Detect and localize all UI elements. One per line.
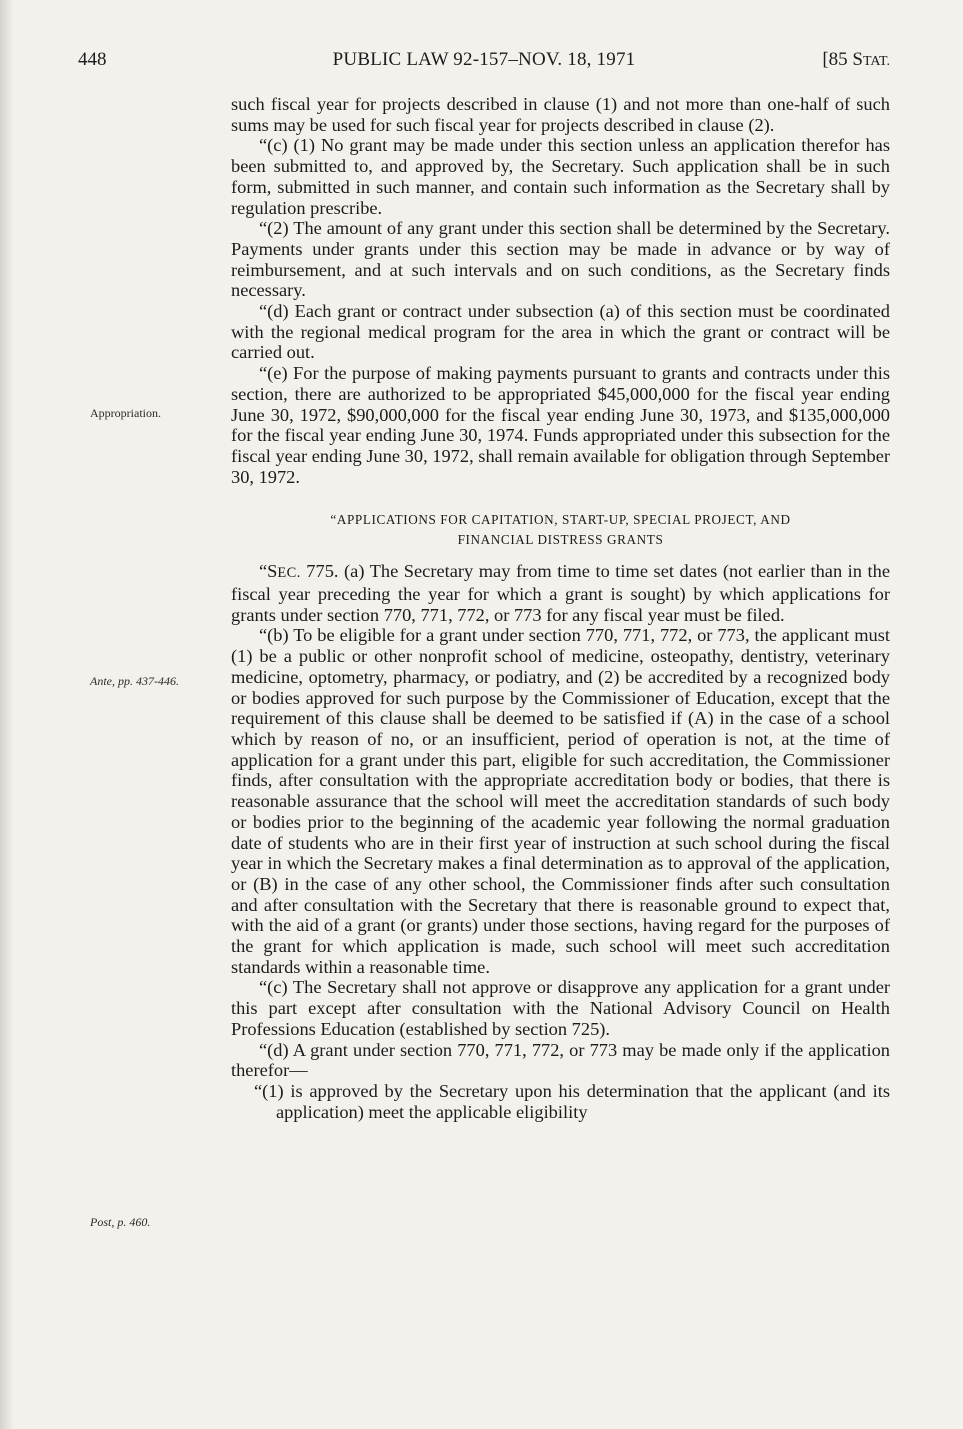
page-title: PUBLIC LAW 92-157–NOV. 18, 1971	[332, 49, 636, 70]
sec-prefix: “S	[259, 561, 278, 582]
paragraph-sec-775-a	[231, 561, 890, 625]
paragraph-d: “(d) Each grant or contract under subsection (a) of this section must be coordinated with the regional medical program for the area in which the grant or contract will be carried out.	[231, 301, 890, 363]
page-number: 448	[78, 49, 107, 70]
section-heading	[231, 510, 890, 550]
paragraph-e-appropriation: “(e) For the purpose of making payments pursuant to grants and contracts under this section, there are authorized to be appropriated $45,000,000 for the fiscal year ending June 30, 1972, $90,000,000 for the fiscal year ending June 30, 1973, and $135,000,000 for the fiscal year ending June 30, 1974. Funds appropriated under this subsection for the fiscal year ending June 30, 1972, shall remain available for obligation through September 30, 1972.	[231, 363, 890, 487]
sec-775-a-text: 775. (a) The Secretary may from time to time set dates (not earlier than in the fiscal year preceding the year for which a grant is sought) by which applications for grants under section 770, 771, 772, or 773 for any fiscal year must be filed.	[231, 561, 890, 625]
page-edge-shadow	[0, 0, 14, 1429]
margin-note-ante: Ante, pp. 437-446.	[90, 674, 179, 688]
statute-reference-prefix: [85 S	[822, 49, 863, 70]
margin-note-post: Post, p. 460.	[90, 1215, 151, 1229]
paragraph-sec-775-b: “(b) To be eligible for a grant under section 770, 771, 772, or 773, the applicant must (1) be a public or other nonprofit school of medicine, osteopathy, dentistry, veterinary medicine, optometry, pharmacy, or podiatry, and (2) be accredited by a recognized body or bodies approved for such purpose by the Commissioner of Education, except that the requirement of this clause shall be deemed to be satisfied if (A) in the case of a school which by reason of no, or an insufficient, period of operation is not, at the time of application for a grant under this part, eligible for such accreditation, the Commissioner finds, after consultation with the appropriate accreditation body or bodies, that there is reasonable assurance that the school will meet the accreditation standards of such body or bodies prior to the beginning of the academic year following the normal graduation date of students who are in their first year of instruction at such school during the fiscal year in which the Secretary makes a final determination as to approval of the application, or (B) in the case of any other school, the Commissioner finds after such consultation and after consultation with the Secretary that there is reasonable ground to expect that, with the aid of a grant (or grants) under those sections, having regard for the purposes of the grant for which application is made, such school will meet such accreditation standards within a reasonable time.	[231, 625, 890, 977]
sec-abbrev: EC.	[277, 565, 301, 582]
statute-reference-suffix: TAT.	[862, 54, 890, 69]
document-body	[231, 94, 890, 1122]
statute-reference	[822, 49, 890, 71]
paragraph-continuation: such fiscal year for projects described in clause (1) and not more than one-half of such sums may be used for such fiscal year for projects described in clause (2).	[231, 94, 890, 135]
paragraph-sec-775-c: “(c) The Secretary shall not approve or disapprove any application for a grant under this part except after consultation with the National Advisory Council on Health Professions Education (established by section 725).	[231, 977, 890, 1039]
paragraph-c2: “(2) The amount of any grant under this section shall be determined by the Secretary. Payments under grants under this section may be made in advance or by way of reimbursement, and at such intervals and on such conditions, as the Secretary finds necessary.	[231, 218, 890, 301]
paragraph-sec-775-d: “(d) A grant under section 770, 771, 772, or 773 may be made only if the application therefor—	[231, 1039, 890, 1081]
section-heading-line-1: “APPLICATIONS FOR CAPITATION, START-UP, SPECIAL PROJECT, AND	[330, 512, 791, 528]
paragraph-c1: “(c) (1) No grant may be made under this section unless an application therefor has been submitted to, and approved by, the Secretary. Such application shall be in such form, submitted in such manner, and contain such information as the Secretary shall by regulation prescribe.	[231, 135, 890, 218]
margin-note-appropriation: Appropriation.	[90, 406, 161, 420]
paragraph-sec-775-d1: “(1) is approved by the Secretary upon his determination that the applicant (and its application) meet the applicable eligibility	[254, 1080, 890, 1122]
page-header	[78, 49, 890, 77]
section-heading-line-2: FINANCIAL DISTRESS GRANTS	[457, 532, 664, 548]
